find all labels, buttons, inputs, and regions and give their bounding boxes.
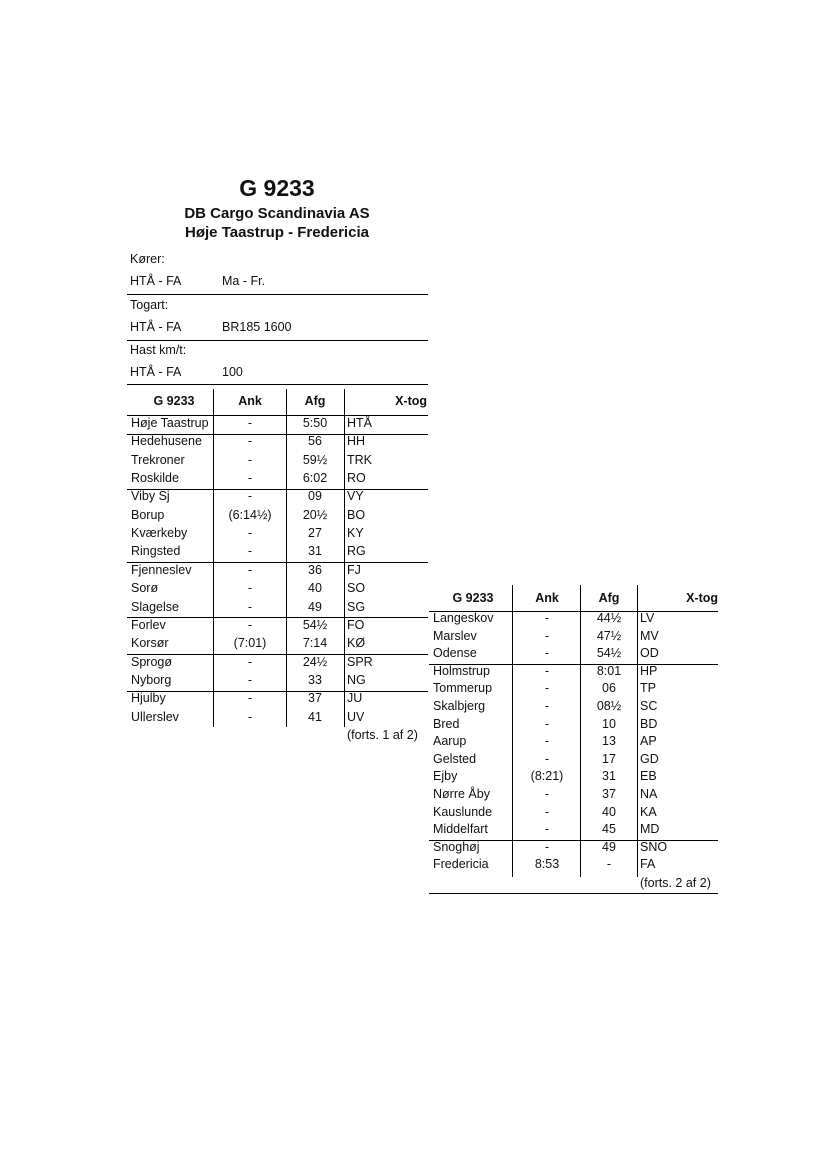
continuation-note: (forts. 2 af 2) (640, 876, 711, 890)
station-code: TRK (347, 452, 372, 467)
departure-time: 37 (308, 691, 322, 706)
operator-title: DB Cargo Scandinavia AS (184, 205, 370, 222)
station-name: Sorø (131, 581, 159, 596)
traintype-code: HTÅ - FA (130, 320, 182, 334)
arrival-time: - (247, 526, 253, 541)
driver-code: HTÅ - FA (130, 274, 182, 288)
arrival-time: - (544, 716, 550, 731)
arrival-time: - (544, 804, 550, 819)
station-code: KA (640, 804, 657, 819)
station-name: Tommerup (433, 681, 493, 696)
station-name: Ringsted (131, 544, 181, 559)
station-code: RO (347, 471, 366, 486)
station-code: VY (347, 489, 364, 504)
traintype-label: Togart: (130, 298, 169, 312)
station-name: Forlev (131, 617, 166, 632)
train-number-title: G 9233 (239, 175, 315, 201)
divider (127, 294, 428, 295)
info-block (127, 250, 428, 386)
station-code: SPR (347, 654, 373, 669)
section-divider (429, 664, 718, 665)
arrival-time: - (247, 562, 253, 577)
speed-code: HTÅ - FA (130, 365, 182, 379)
departure-time: 40 (602, 804, 616, 819)
station-name: Langeskov (433, 611, 494, 625)
station-code: RG (347, 544, 366, 559)
departure-time: 8:01 (596, 663, 622, 678)
station-code: NG (347, 672, 366, 687)
arrival-time: - (544, 787, 550, 801)
arrival-time: - (247, 581, 253, 596)
departure-time: 45 (602, 822, 616, 837)
speed-label: Hast km/t: (130, 343, 187, 357)
section-divider (127, 489, 428, 490)
arrival-time: - (247, 452, 253, 467)
arrival-time: - (247, 416, 253, 430)
column-header: X-tog (395, 394, 427, 408)
departure-time: 37 (602, 787, 616, 801)
arrival-time: - (544, 734, 550, 749)
station-name: Sprogø (131, 654, 172, 669)
departure-time: 5:50 (302, 416, 328, 430)
column-header: G 9233 (153, 394, 195, 408)
section-divider (127, 617, 428, 618)
column-divider (286, 389, 287, 727)
arrival-time: - (544, 646, 550, 661)
departure-time: 7:14 (302, 636, 328, 651)
arrival-time: - (247, 617, 253, 632)
departure-time: 40 (308, 581, 322, 596)
arrival-time: - (247, 691, 253, 706)
station-name: Roskilde (131, 471, 179, 486)
station-code: OD (640, 646, 659, 661)
column-divider (512, 585, 513, 877)
station-name: Ullerslev (131, 709, 179, 724)
speed-value: 100 (222, 365, 243, 379)
station-code: BO (347, 507, 366, 522)
station-code: HH (347, 434, 366, 449)
departure-time: 54½ (596, 646, 622, 661)
column-header: Ank (535, 591, 559, 605)
station-name: Høje Taastrup (131, 416, 209, 430)
departure-time: 31 (602, 769, 616, 784)
arrival-time: (6:14½) (228, 507, 272, 522)
arrival-time: 8:53 (534, 857, 560, 872)
section-divider (127, 654, 428, 655)
departure-time: 27 (308, 526, 322, 541)
column-divider (344, 389, 345, 727)
departure-time: 13 (602, 734, 616, 749)
station-code: HP (640, 663, 658, 678)
station-code: SG (347, 599, 366, 614)
station-name: Bred (433, 716, 460, 731)
station-name: Hjulby (131, 691, 166, 706)
station-code: FJ (347, 562, 361, 577)
driver-value: Ma - Fr. (222, 274, 266, 288)
station-name: Skalbjerg (433, 699, 486, 713)
departure-time: 09 (308, 489, 322, 504)
station-name: Ejby (433, 769, 458, 784)
arrival-time: (8:21) (530, 769, 564, 784)
departure-time: 24½ (302, 654, 328, 669)
column-divider (637, 585, 638, 877)
departure-time: 20½ (302, 507, 328, 522)
column-header: Ank (238, 394, 262, 408)
section-divider (127, 562, 428, 563)
section-divider (127, 691, 428, 692)
departure-time: 08½ (596, 699, 622, 713)
station-name: Kauslunde (433, 804, 493, 819)
station-code: MV (640, 628, 659, 643)
departure-time: 49 (602, 839, 616, 854)
section-divider (127, 434, 428, 435)
station-name: Fredericia (433, 857, 489, 872)
departure-time: 31 (308, 544, 322, 559)
timetable-part-1 (127, 386, 428, 746)
station-code: HTÅ (347, 416, 372, 430)
station-name: Gelsted (433, 751, 477, 766)
column-header: X-tog (686, 591, 718, 605)
column-header: Afg (304, 394, 326, 408)
departure-time: 49 (308, 599, 322, 614)
station-code: EB (640, 769, 657, 784)
departure-time: 41 (308, 709, 322, 724)
arrival-time: - (247, 544, 253, 559)
column-header: G 9233 (452, 591, 494, 605)
station-name: Odense (433, 646, 477, 661)
arrival-time: - (247, 471, 253, 486)
departure-time: 56 (308, 434, 322, 449)
divider (127, 340, 428, 341)
station-code: FA (640, 857, 656, 872)
arrival-time: - (247, 489, 253, 504)
departure-time: 47½ (596, 628, 622, 643)
station-name: Viby Sj (131, 489, 170, 504)
station-code: FO (347, 617, 365, 632)
departure-time: 36 (308, 562, 322, 577)
departure-time: 59½ (302, 452, 328, 467)
station-name: Holmstrup (433, 663, 490, 678)
column-divider (580, 585, 581, 877)
route-title: Høje Taastrup - Fredericia (185, 224, 369, 241)
departure-time: 10 (602, 716, 616, 731)
station-code: SC (640, 699, 658, 713)
continuation-note: (forts. 1 af 2) (347, 728, 418, 742)
station-code: JU (347, 691, 363, 706)
column-divider (213, 389, 214, 727)
station-name: Korsør (131, 636, 169, 651)
arrival-time: - (544, 663, 550, 678)
arrival-time: - (247, 709, 253, 724)
divider (127, 384, 428, 385)
station-name: Fjenneslev (131, 562, 192, 577)
arrival-time: - (247, 672, 253, 687)
station-name: Aarup (433, 734, 467, 749)
driver-label: Kører: (130, 252, 165, 266)
station-name: Snoghøj (433, 839, 480, 854)
station-name: Hedehusene (131, 434, 202, 449)
station-name: Slagelse (131, 599, 179, 614)
station-name: Marslev (433, 628, 477, 643)
station-code: LV (640, 611, 655, 625)
section-divider (429, 840, 718, 841)
departure-time: - (606, 857, 612, 872)
arrival-time: - (544, 628, 550, 643)
arrival-time: (7:01) (233, 636, 267, 651)
station-code: SNO (640, 839, 668, 854)
station-code: KØ (347, 636, 366, 651)
station-name: Middelfart (433, 822, 488, 837)
arrival-time: - (247, 654, 253, 669)
departure-time: 06 (602, 681, 616, 696)
station-code: AP (640, 734, 657, 749)
station-name: Trekroner (131, 452, 185, 467)
station-name: Nyborg (131, 672, 172, 687)
station-code: TP (640, 681, 656, 696)
station-name: Nørre Åby (433, 787, 490, 801)
arrival-time: - (544, 839, 550, 854)
departure-time: 6:02 (302, 471, 328, 486)
station-code: UV (347, 709, 365, 724)
arrival-time: - (544, 611, 550, 625)
timetable-part-2 (429, 585, 718, 895)
departure-time: 54½ (302, 617, 328, 632)
departure-time: 17 (602, 751, 616, 766)
station-code: MD (640, 822, 660, 837)
station-name: Kværkeby (131, 526, 188, 541)
station-code: GD (640, 751, 659, 766)
departure-time: 44½ (596, 611, 622, 625)
station-name: Borup (131, 507, 165, 522)
table-bottom-line (429, 893, 718, 894)
station-code: NA (640, 787, 658, 801)
column-header: Afg (598, 591, 620, 605)
traintype-value: BR185 1600 (222, 320, 292, 334)
station-code: BD (640, 716, 658, 731)
arrival-time: - (247, 599, 253, 614)
station-code: KY (347, 526, 364, 541)
arrival-time: - (544, 699, 550, 713)
departure-time: 33 (308, 672, 322, 687)
arrival-time: - (544, 751, 550, 766)
arrival-time: - (544, 822, 550, 837)
station-code: SO (347, 581, 366, 596)
arrival-time: - (544, 681, 550, 696)
arrival-time: - (247, 434, 253, 449)
